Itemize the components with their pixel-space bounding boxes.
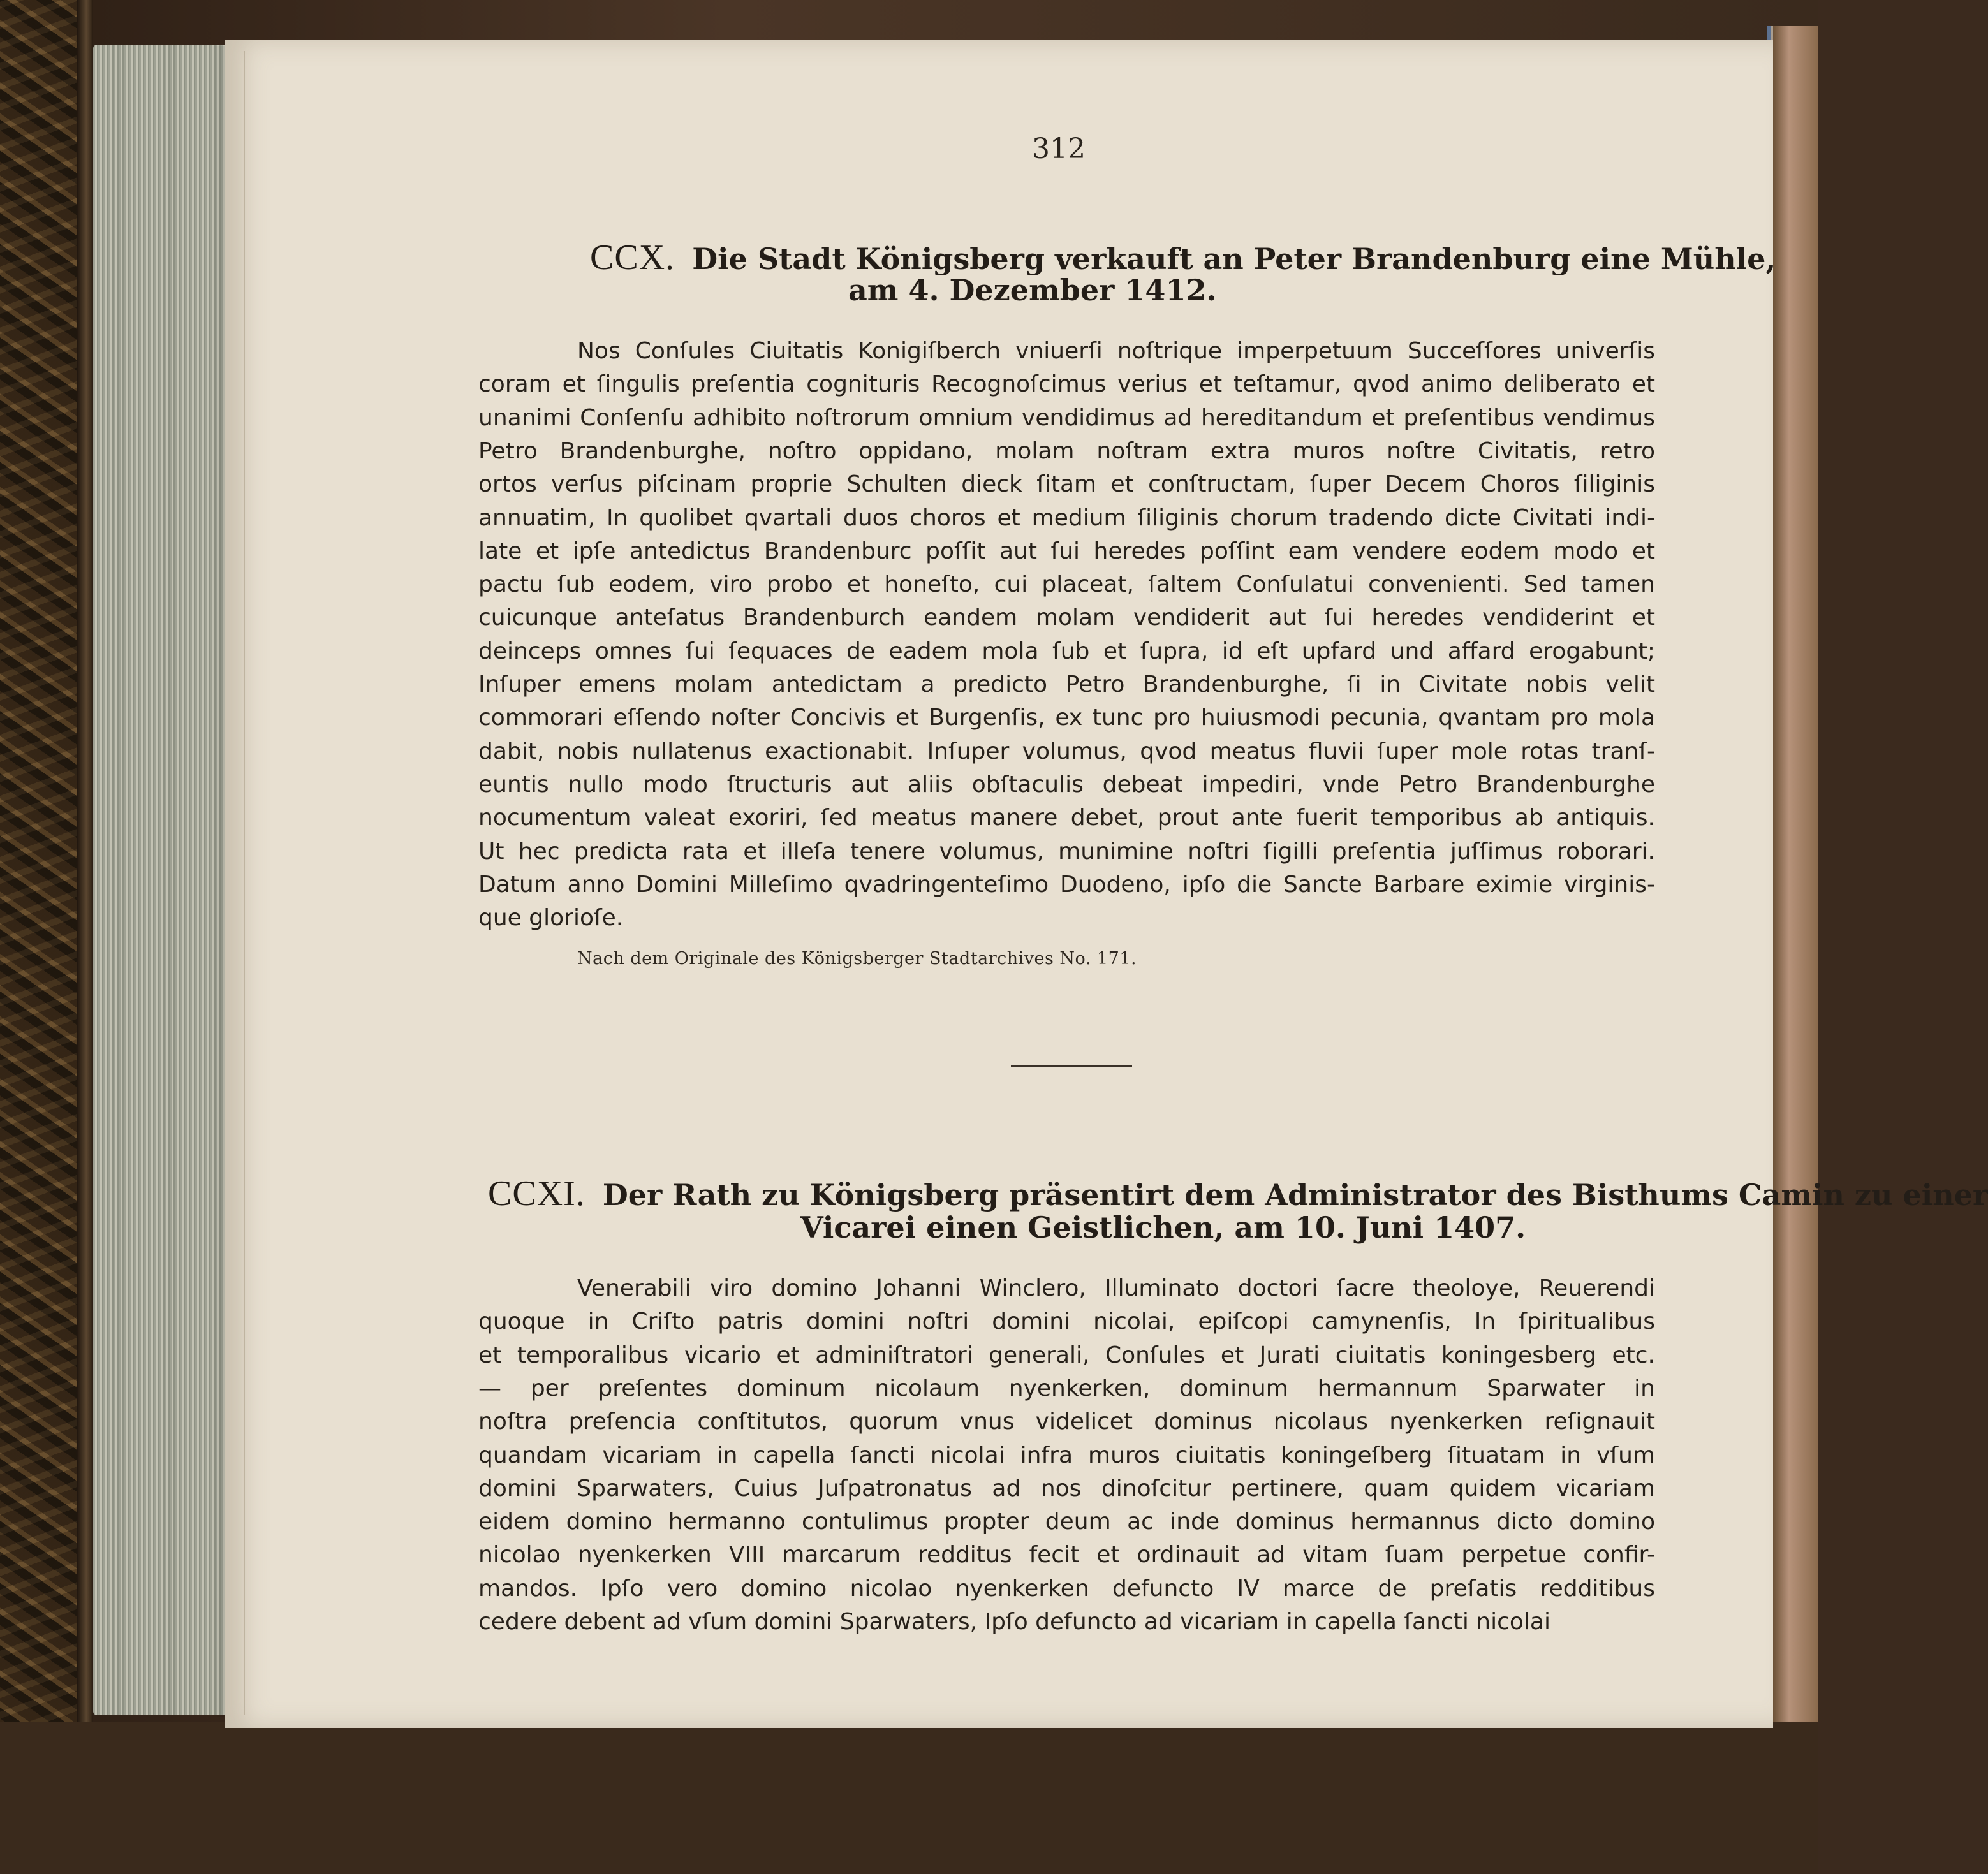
text-line: cuicunque anteſatus Brandenburch eandem molam vendiderit aut ſui heredes vendiderint et [478, 604, 1655, 631]
text-line: que glorioſe. [478, 905, 624, 932]
text-line: Inſuper emens molam antedictam a predicto Petro Brandenburghe, ſi in Civitate nobis velit [478, 671, 1655, 698]
text-line: domini Sparwaters, Cuius Juſpatronatus ad nos dinoſcitur pertinere, quam quidem vicariam [478, 1475, 1655, 1502]
text-line: Ut hec predicta rata et illeſa tenere volumus, munimine noſtri ſigilli preſentia juſſimus roborari. [478, 838, 1655, 865]
text-line: unanimi Conſenſu adhibito noſtrorum omnium vendidimus ad hereditandum et preſentibus vendimus [478, 404, 1655, 431]
text-line: et temporalibus vicario et adminiſtratori generali, Conſules et Jurati ciuitatis koningesberg etc. [478, 1342, 1655, 1368]
text-line: quoque in Criſto patris domini noſtri domini nicolai, epiſcopi camynenſis, In ſpiritualibus [478, 1308, 1655, 1335]
section-divider [1011, 1065, 1132, 1067]
text-line: — per preſentes dominum nicolaum nyenkerken, dominum hermannum Sparwater in [478, 1375, 1655, 1402]
text-line: euntis nullo modo ſtructuris aut aliis obſtaculis debeat impediri, vnde Petro Brandenburghe [478, 771, 1655, 798]
text-line: quandam vicariam in capella ſancti nicolai infra muros ciuitatis koningeſberg ſituatam in vſum [478, 1442, 1655, 1468]
text-line: nicolao nyenkerken VIII marcarum redditus fecit et ordinauit ad vitam ſuam perpetue confir- [478, 1542, 1655, 1569]
text-line: annuatim, In quolibet qvartali duos choros et medium ſiliginis chorum tradendo dicte Civitati indi- [478, 504, 1655, 531]
section-title: Der Rath zu Königsberg präsentirt dem Administrator des Bisthums Camin zu einer [602, 1178, 1988, 1212]
text-line: ortos verſus piſcinam proprie Schulten dieck ſitam et conſtructam, ſuper Decem Choros ſiliginis [478, 471, 1655, 498]
section-title-cont: am 4. Dezember 1412. [848, 273, 1217, 307]
source-note: Nach dem Originale des Königsberger Stadtarchives No. 171. [577, 949, 1137, 969]
text-line: noſtra preſencia conſtitutos, quorum vnus videlicet dominus nicolaus nyenkerken reſignauit [478, 1409, 1655, 1435]
text-line: deinceps omnes ſui ſequaces de eadem mola ſub et ſupra, id eſt upfard und affard erogabunt; [478, 638, 1655, 664]
text-line: eidem domino hermanno contulimus propter deum ac inde dominus hermannus dicto domino [478, 1509, 1655, 1535]
text-line: pactu ſub eodem, viro probo et honeſto, cui placeat, ſaltem Conſulatui convenienti. Sed tamen [478, 571, 1655, 598]
section-numeral: CCX. [590, 238, 675, 277]
cover-right [1773, 26, 1818, 1741]
marbled-cover-left [0, 0, 77, 1874]
text-line: late et ipſe antedictus Brandenburc poſſit aut ſui heredes poſſint eam vendere eodem modo et [478, 538, 1655, 564]
section-heading-ccxi [488, 1173, 1988, 1214]
page-number: 312 [1032, 133, 1086, 165]
section-numeral: CCXI. [488, 1174, 585, 1213]
section-title: Die Stadt Königsberg verkauft an Peter Brandenburg eine Mühle, [692, 242, 1776, 276]
text-line: dabit, nobis nullatenus exactionabit. Inſuper volumus, qvod meatus fluvii ſuper mole rotas tranſ- [478, 738, 1655, 765]
text-line: Datum anno Domini Milleſimo qvadringenteſimo Duodeno, ipſo die Sancte Barbare eximie virginis- [478, 871, 1655, 898]
text-line: commorari eſſendo noſter Concivis et Burgenſis, ex tunc pro huiusmodi pecunia, qvantam pro mola [478, 705, 1655, 731]
binding-edge [77, 0, 93, 1874]
section-heading-ccx [590, 237, 1776, 278]
text-line: Petro Brandenburghe, noſtro oppidano, molam noſtram extra muros noſtre Civitatis, retro [478, 437, 1655, 464]
section-title-cont: Vicarei einen Geistlichen, am 10. Juni 1407. [800, 1210, 1526, 1245]
text-line: cedere debent ad vſum domini Sparwaters, Ipſo defuncto ad vicariam in capella ſancti nicolai [478, 1609, 1550, 1635]
text-line: mandos. Ipſo vero domino nicolao nyenkerken defuncto IV marce de preſatis redditibus [478, 1575, 1655, 1602]
text-line: coram et ſingulis preſentia cognituris Recognoſcimus verius et teſtamur, qvod animo deliberato et [478, 371, 1655, 398]
text-line: nocumentum valeat exoriri, ſed meatus manere debet, prout ante fuerit temporibus ab antiquis. [478, 805, 1655, 831]
text-line: Nos Conſules Ciuitatis Konigiſberch vniuerſi noſtrique imperpetuum Succeſſores univerſis [577, 338, 1655, 364]
text-line: Venerabili viro domino Johanni Winclero, Illuminato doctori ſacre theoloye, Reuerendi [577, 1275, 1655, 1301]
